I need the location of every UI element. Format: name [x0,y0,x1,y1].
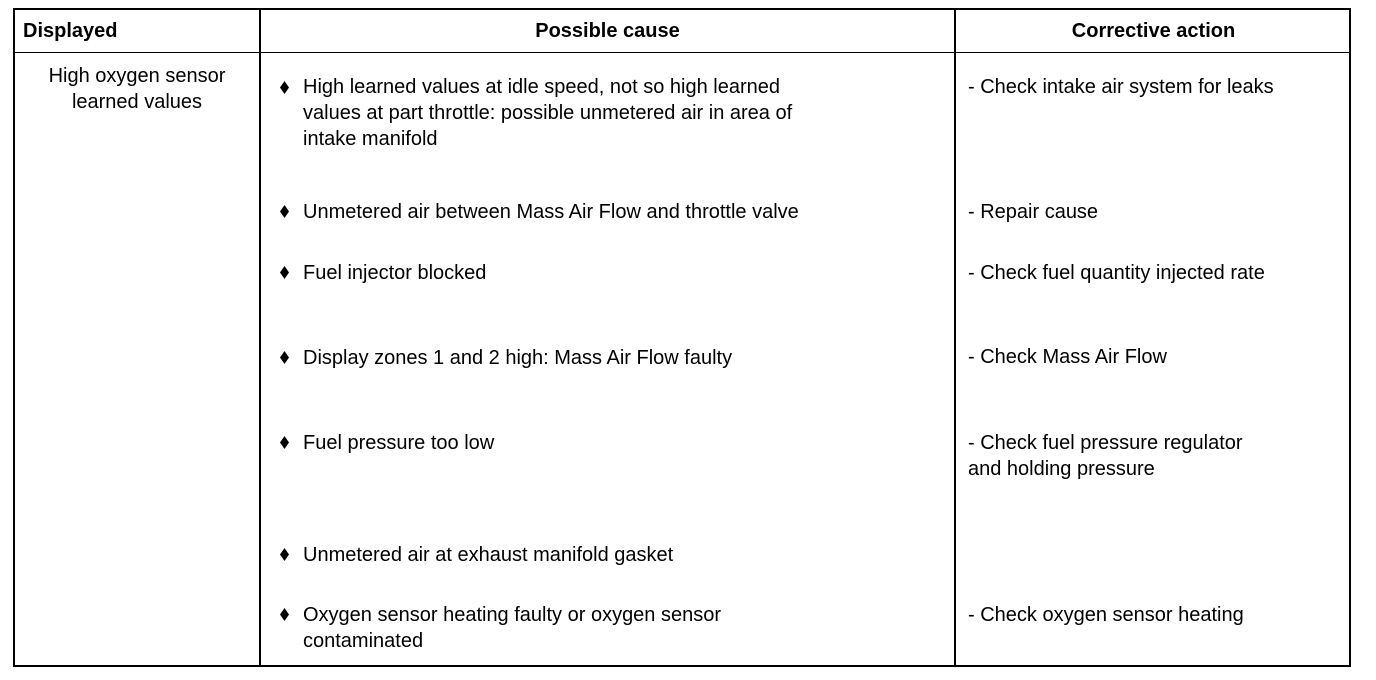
column-divider [954,10,956,665]
cause-line: High learned values at idle speed, not so high learned [303,76,780,98]
action-line: - Check oxygen sensor heating [968,604,1244,626]
possible-cause-text [303,602,721,654]
corrective-action-text [968,430,1243,482]
cause-line: Unmetered air at exhaust manifold gasket [303,544,674,566]
diamond-bullet-icon [280,608,289,621]
header-displayed: Displayed [23,20,118,42]
cause-line: Unmetered air between Mass Air Flow and throttle valve [303,201,799,223]
diamond-bullet-icon [280,548,289,561]
cause-line: Fuel injector blocked [303,262,487,284]
action-line: - Check fuel pressure regulator [968,432,1243,454]
diamond-bullet-icon [280,205,289,218]
header-corrective-action: Corrective action [1071,20,1236,42]
displayed-line: High oxygen sensor [48,65,226,87]
possible-cause-text [303,542,673,568]
diamond-bullet-icon [280,81,289,94]
possible-cause-text [303,199,799,225]
cause-line: values at part throttle: possible unmetered air in area of [303,102,793,124]
corrective-action-text [968,344,1167,370]
action-line: and holding pressure [968,458,1155,480]
corrective-action-text [968,260,1265,286]
diamond-bullet-icon [280,351,289,364]
diagnostic-table [13,8,1351,667]
cause-line: contaminated [303,630,424,652]
cause-line: Display zones 1 and 2 high: Mass Air Flow faulty [303,347,733,369]
action-line: - Check Mass Air Flow [968,346,1167,368]
header-possible-cause: Possible cause [535,20,680,42]
diamond-bullet-icon [280,436,289,449]
cause-line: intake manifold [303,128,438,150]
column-divider [259,10,261,665]
corrective-action-text [968,602,1244,628]
possible-cause-text [303,74,792,152]
displayed-line: learned values [71,91,203,113]
cause-line: Oxygen sensor heating faulty or oxygen sensor [303,604,722,626]
action-line: - Check fuel quantity injected rate [968,262,1265,284]
action-line: - Repair cause [968,201,1099,223]
possible-cause-text [303,345,732,371]
displayed-value [15,63,259,115]
possible-cause-text [303,430,494,456]
corrective-action-text [968,74,1274,100]
corrective-action-text [968,199,1098,225]
cause-line: Fuel pressure too low [303,432,495,454]
possible-cause-text [303,260,486,286]
diamond-bullet-icon [280,266,289,279]
action-line: - Check intake air system for leaks [968,76,1274,98]
